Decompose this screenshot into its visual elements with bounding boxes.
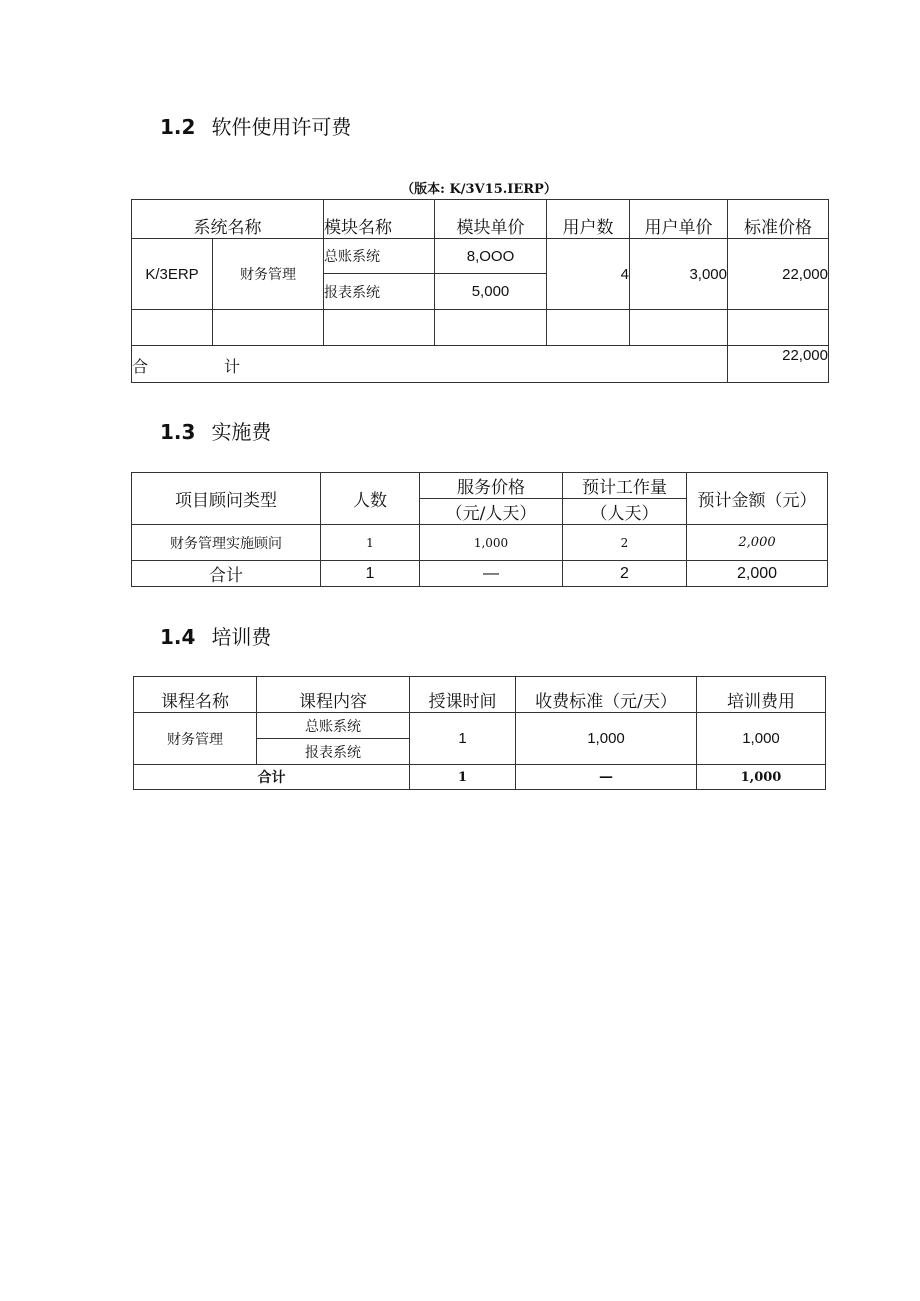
total-count-cell: 1: [321, 561, 420, 587]
header-people-count: 人数: [321, 473, 420, 525]
table-header-row: [132, 200, 829, 239]
table-row: [132, 239, 829, 274]
header-standard-price: 标准价格: [728, 200, 829, 239]
section-number: 1.3: [160, 420, 196, 444]
empty-cell: [435, 310, 547, 346]
empty-cell: [547, 310, 630, 346]
total-label-right: 计: [224, 357, 241, 376]
service-price-cell: 1,000: [420, 525, 563, 561]
consultant-type-cell: 财务管理实施顾问: [132, 525, 321, 561]
total-row: [132, 346, 829, 383]
people-count-cell: 1: [321, 525, 420, 561]
workload-cell: 2: [563, 525, 687, 561]
header-module-name: 模块名称: [324, 200, 435, 239]
section-title: 培训费: [211, 625, 272, 649]
module-name-cell: 总账系统: [324, 239, 435, 274]
header-workload: 预计工作量: [563, 473, 687, 499]
module-price-cell: 8,OOO: [435, 239, 547, 274]
table-row: [134, 713, 826, 739]
empty-row: [132, 310, 829, 346]
table-row: [132, 525, 828, 561]
total-price-cell: —: [420, 561, 563, 587]
total-rate-cell: —: [516, 765, 697, 790]
header-amount: 预计金额（元）: [687, 473, 828, 525]
course-content-cell: 报表系统: [257, 739, 410, 765]
header-workload-unit: （人天）: [563, 499, 687, 525]
section-title: 软件使用许可费: [211, 115, 352, 139]
empty-cell: [728, 310, 829, 346]
course-name-cell: 财务管理: [134, 713, 257, 765]
rate-cell: 1,000: [516, 713, 697, 765]
total-value-cell: 22,000: [728, 346, 829, 383]
training-fee-table: [133, 676, 826, 790]
total-label-cell: 合计: [134, 765, 410, 790]
table-header-row: [132, 473, 828, 499]
total-workload-cell: 2: [563, 561, 687, 587]
license-fee-table: [131, 199, 829, 383]
header-user-count: 用户数: [547, 200, 630, 239]
total-label-left: 合: [132, 357, 149, 376]
user-price-cell: 3,000: [630, 239, 728, 310]
section-1-3-heading: [160, 416, 271, 445]
amount-cell: 2,000: [687, 525, 828, 561]
section-1-2-heading: [160, 111, 351, 140]
header-teaching-time: 授课时间: [410, 677, 516, 713]
empty-cell: [324, 310, 435, 346]
total-amount-cell: 2,000: [687, 561, 828, 587]
teaching-time-cell: 1: [410, 713, 516, 765]
training-fee-cell: 1,000: [697, 713, 826, 765]
section-title: 实施费: [211, 420, 272, 444]
total-row: [132, 561, 828, 587]
header-service-price: 服务价格: [420, 473, 563, 499]
total-row: [134, 765, 826, 790]
category-cell: 财务管理: [213, 239, 324, 310]
header-rate: 收费标准（元/天）: [516, 677, 697, 713]
header-system-name: 系统名称: [132, 200, 324, 239]
section-1-4-heading: [160, 621, 271, 650]
empty-cell: [132, 310, 213, 346]
table-header-row: [134, 677, 826, 713]
section-number: 1.2: [160, 115, 196, 139]
header-user-price: 用户单价: [630, 200, 728, 239]
implementation-fee-table: [131, 472, 828, 587]
empty-cell: [630, 310, 728, 346]
module-name-cell: 报表系统: [324, 274, 435, 310]
users-cell: 4: [547, 239, 630, 310]
header-course-content: 课程内容: [257, 677, 410, 713]
header-course-name: 课程名称: [134, 677, 257, 713]
header-training-fee: 培训费用: [697, 677, 826, 713]
version-caption: （版本: K/3V15.IERP）: [401, 182, 557, 197]
header-consultant-type: 项目顾问类型: [132, 473, 321, 525]
module-price-cell: 5,000: [435, 274, 547, 310]
total-fee-cell: 1,000: [697, 765, 826, 790]
system-cell: K/3ERP: [132, 239, 213, 310]
standard-price-cell: 22,000: [728, 239, 829, 310]
empty-cell: [213, 310, 324, 346]
total-label-cell: 合计: [132, 561, 321, 587]
header-module-price: 模块单价: [435, 200, 547, 239]
course-content-cell: 总账系统: [257, 713, 410, 739]
total-label-cell: [132, 346, 728, 383]
section-number: 1.4: [160, 625, 196, 649]
total-time-cell: 1: [410, 765, 516, 790]
header-service-price-unit: （元/人天）: [420, 499, 563, 525]
